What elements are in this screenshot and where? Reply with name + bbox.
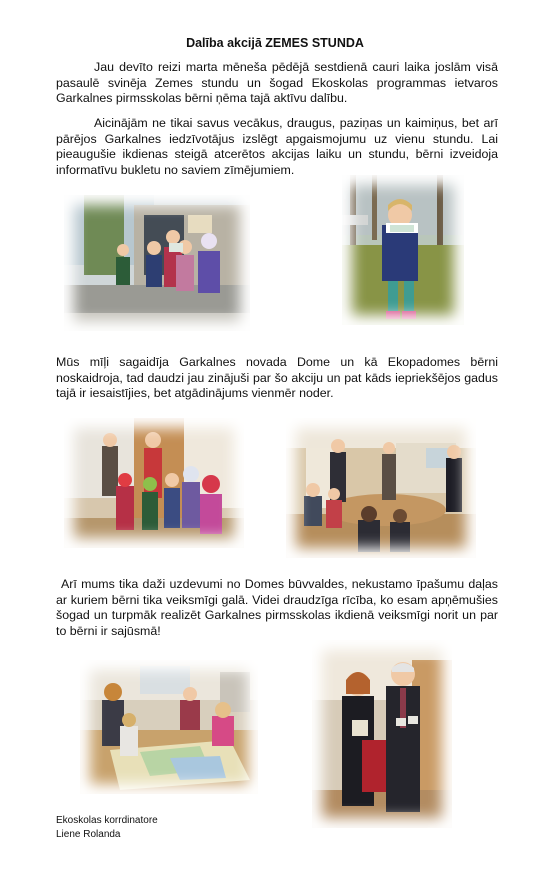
photo-children-with-map: [80, 660, 258, 794]
paragraph-invitation: Aicinājām ne tikai savus vecākus, draugus, paziņas un kaimiņus, bet arī pārējos Garkalnes iedzīvotājus izslēgt apgaismojumu uz vienu stundu. Lai pieaugušie ikdienas steigā atcerētos akcijas laiku un stundu, bērni izveidoja informatīvu bukletu no saviem zīmējumiem.: [56, 116, 498, 177]
paragraph-welcome: Mūs mīļi sagaidīja Garkalnes novada Dome un kā Ekopadomes bērni noskaidroja, tad daudzi jau zinājuši par šo akciju un pat kāds iepriekšējos gadus tajā ir iesaistījies, bet atgādinājums vienmēr noder.: [56, 355, 498, 400]
photo-officials-with-booklets: [312, 640, 452, 828]
signature-name: Liene Rolanda: [56, 829, 121, 840]
document-title: Dalība akcijā ZEMES STUNDA: [186, 36, 364, 50]
signature: [56, 814, 158, 842]
photo-children-at-office-table: [286, 418, 476, 558]
photo-children-outside-building: [64, 195, 250, 331]
paragraph-intro: Jau devīto reizi marta mēneša pēdējā sestdienā cauri laika joslām visā pasaulē svinēja Zemes stundu un šogad Ekoskolas programmas ietvaros Garkalnes pirmsskolas bērni ņēma tajā aktīvu dalību.: [56, 60, 498, 105]
photo-girl-with-booklet: [342, 175, 464, 325]
signature-role: Ekoskolas korrdinatore: [56, 815, 158, 826]
paragraph-tasks: Arī mums tika daži uzdevumi no Domes būvvaldes, nekustamo īpašumu daļas ar kuriem bērni tika veiksmīgi galā. Videi draudzīga rīcība, ko esam apņēmušies šogad un turpmāk realizēt Garkalnes pirmsskolas ikdienā veiksmīgi norit un par to bērni ir sajūsmā!: [56, 577, 498, 638]
photo-children-in-hallway: [64, 418, 244, 548]
